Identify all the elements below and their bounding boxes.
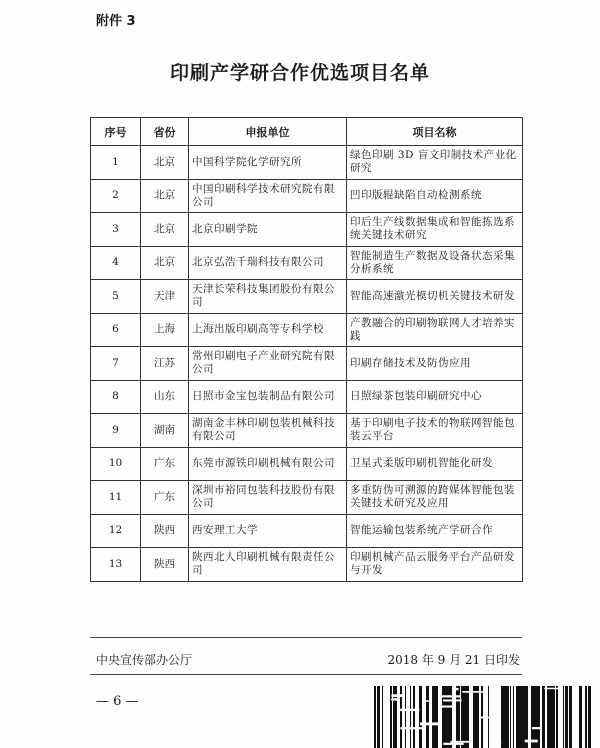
cell-project: 日照绿茶包装印刷研究中心 [347,380,523,414]
cell-unit: 湖南金丰林印刷包装机械科技有限公司 [189,414,347,448]
page-number: — 6 — [96,694,139,709]
cell-project: 智能运输包装系统产学研合作 [347,514,523,548]
cell-project: 卫星式柔版印刷机智能化研发 [347,447,523,481]
cell-number: 7 [91,347,141,381]
cell-unit: 西安理工大学 [189,514,347,548]
cell-province: 北京 [141,213,189,247]
attachment-label: 附件 3 [96,14,136,29]
table-row [91,246,523,280]
issue-date: 2018 年 9 月 21 日印发 [387,653,520,667]
table-row [91,280,523,314]
table-header-row [91,118,523,146]
project-list-table [90,117,523,582]
footer-bottom-rule [90,674,522,675]
column-header-unit: 申报单位 [189,118,347,146]
table-row [91,179,523,213]
table-row [91,548,523,582]
cell-unit: 中国科学院化学研究所 [189,146,347,180]
cell-project: 印刷机械产品云服务平台产品研发与开发 [347,548,523,582]
cell-project: 绿色印刷 3D 盲文印制技术产业化研究 [347,146,523,180]
cell-unit: 东莞市源铁印刷机械有限公司 [189,447,347,481]
cell-project: 凹印版辊缺陷自动检测系统 [347,179,523,213]
cell-number: 2 [91,179,141,213]
column-header-number: 序号 [91,118,141,146]
table-row [91,146,523,180]
cell-number: 5 [91,280,141,314]
cell-project: 印后生产线数据集成和智能拣选系统关键技术研究 [347,213,523,247]
cell-province: 陕西 [141,514,189,548]
cell-number: 4 [91,246,141,280]
table-row [91,213,523,247]
cell-province: 江苏 [141,347,189,381]
cell-unit: 北京印刷学院 [189,213,347,247]
cell-number: 10 [91,447,141,481]
table-row [91,514,523,548]
cell-number: 8 [91,380,141,414]
cell-number: 9 [91,414,141,448]
cell-province: 天津 [141,280,189,314]
cell-unit: 常州印刷电子产业研究院有限公司 [189,347,347,381]
document-title: 印刷产学研合作优选项目名单 [169,62,430,84]
barcode-image [370,682,600,748]
cell-province: 北京 [141,146,189,180]
column-header-province: 省份 [141,118,189,146]
cell-unit: 上海出版印刷高等专科学校 [189,313,347,347]
cell-number: 11 [91,481,141,515]
cell-project: 多重防伪可溯源的跨媒体智能包装关键技术研究及应用 [347,481,523,515]
cell-unit: 深圳市裕同包装科技股份有限公司 [189,481,347,515]
cell-project: 印刷存储技术及防伪应用 [347,347,523,381]
cell-project: 基于印刷电子技术的物联网智能包装云平台 [347,414,523,448]
cell-unit: 陕西北人印刷机械有限责任公司 [189,548,347,582]
cell-province: 北京 [141,179,189,213]
cell-number: 6 [91,313,141,347]
cell-province: 北京 [141,246,189,280]
cell-unit: 天津长荣科技集团股份有限公司 [189,280,347,314]
cell-project: 智能高速激光模切机关键技术研发 [347,280,523,314]
cell-project: 智能制造生产数据及设备状态采集分析系统 [347,246,523,280]
cell-province: 广东 [141,447,189,481]
cell-number: 3 [91,213,141,247]
cell-province: 山东 [141,380,189,414]
column-header-project: 项目名称 [347,118,523,146]
cell-project: 产教融合的印刷物联网人才培养实践 [347,313,523,347]
footer-top-rule [90,637,522,638]
table-row [91,481,523,515]
cell-province: 上海 [141,313,189,347]
table-row [91,380,523,414]
cell-province: 广东 [141,481,189,515]
cell-province: 湖南 [141,414,189,448]
cell-number: 13 [91,548,141,582]
table-row [91,414,523,448]
cell-number: 12 [91,514,141,548]
table-row [91,313,523,347]
cell-unit: 北京弘浩千瑞科技有限公司 [189,246,347,280]
issuer: 中央宣传部办公厅 [96,653,193,667]
cell-number: 1 [91,146,141,180]
table-row [91,447,523,481]
cell-unit: 中国印刷科学技术研究院有限公司 [189,179,347,213]
cell-unit: 日照市金宝包装制品有限公司 [189,380,347,414]
table-row [91,347,523,381]
cell-province: 陕西 [141,548,189,582]
